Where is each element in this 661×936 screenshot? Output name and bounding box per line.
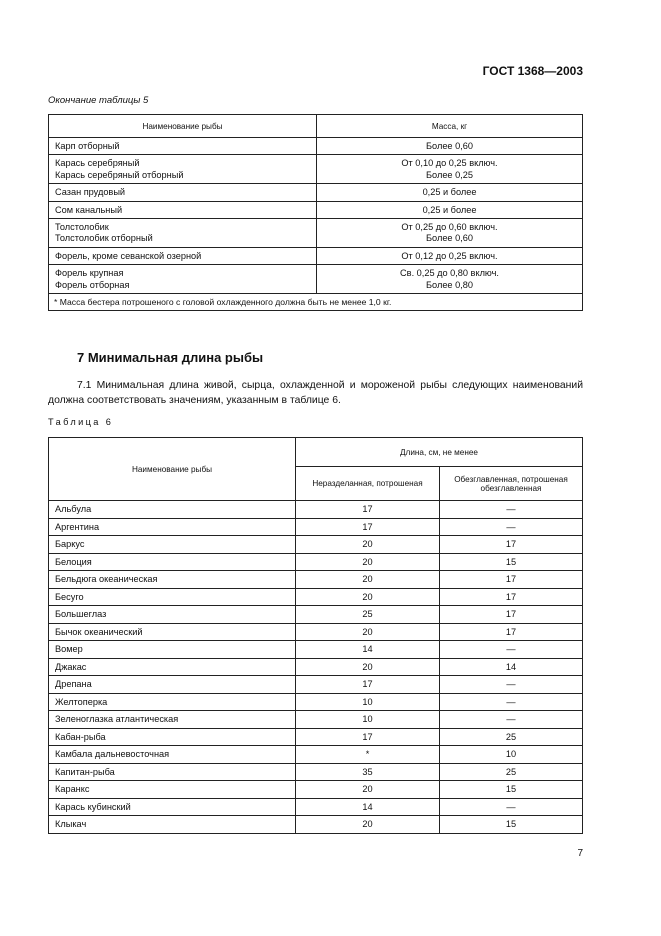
mass-cell: От 0,25 до 0,60 включ. Более 0,60 bbox=[317, 219, 583, 248]
length-whole-cell: * bbox=[296, 746, 440, 764]
length-whole-cell: 20 bbox=[296, 571, 440, 589]
t6-header-whole: Неразделанная, потрошеная bbox=[296, 467, 440, 501]
table-row bbox=[49, 746, 583, 764]
table-6 bbox=[48, 437, 583, 834]
length-whole-cell: 20 bbox=[296, 553, 440, 571]
length-whole-cell: 20 bbox=[296, 816, 440, 834]
length-whole-cell: 17 bbox=[296, 728, 440, 746]
fish-name-cell: Сом канальный bbox=[49, 201, 317, 218]
fish-name-cell: Зеленоглазка атлантическая bbox=[49, 711, 296, 729]
table-row bbox=[49, 536, 583, 554]
table-row bbox=[49, 553, 583, 571]
fish-name-cell: Сазан прудовый bbox=[49, 184, 317, 201]
length-whole-cell: 20 bbox=[296, 623, 440, 641]
length-headless-cell: — bbox=[440, 711, 583, 729]
table-row bbox=[49, 798, 583, 816]
length-headless-cell: — bbox=[440, 676, 583, 694]
fish-name-cell: Белоция bbox=[49, 553, 296, 571]
fish-name-cell: Альбула bbox=[49, 501, 296, 519]
t6-header-length-group: Длина, см, не менее bbox=[296, 438, 583, 467]
length-whole-cell: 14 bbox=[296, 641, 440, 659]
fish-name-cell: Капитан-рыба bbox=[49, 763, 296, 781]
table-row bbox=[49, 184, 583, 201]
mass-cell: Более 0,60 bbox=[317, 138, 583, 155]
length-whole-cell: 20 bbox=[296, 658, 440, 676]
table-row bbox=[49, 265, 583, 294]
table-row bbox=[49, 781, 583, 799]
length-headless-cell: 17 bbox=[440, 536, 583, 554]
fish-name-cell: Толстолобик Толстолобик отборный bbox=[49, 219, 317, 248]
length-headless-cell: — bbox=[440, 501, 583, 519]
fish-name-cell: Джакас bbox=[49, 658, 296, 676]
length-headless-cell: — bbox=[440, 641, 583, 659]
fish-name-cell: Бельдюга океаническая bbox=[49, 571, 296, 589]
table-row bbox=[49, 518, 583, 536]
page-number: 7 bbox=[577, 848, 583, 859]
table-row bbox=[49, 571, 583, 589]
t6-header-name: Наименование рыбы bbox=[49, 438, 296, 501]
fish-name-cell: Желтоперка bbox=[49, 693, 296, 711]
length-whole-cell: 14 bbox=[296, 798, 440, 816]
length-headless-cell: 25 bbox=[440, 763, 583, 781]
section-paragraph: 7.1 Минимальная длина живой, сырца, охлажденной и мороженой рыбы следующих наименований должна соответствовать значениям, указанным в таблице 6. bbox=[48, 380, 583, 406]
length-headless-cell: 17 bbox=[440, 571, 583, 589]
t6-header-headless: Обезглавленная, потрошеная обезглавленная bbox=[440, 467, 583, 501]
length-headless-cell: 25 bbox=[440, 728, 583, 746]
length-headless-cell: 15 bbox=[440, 781, 583, 799]
length-whole-cell: 17 bbox=[296, 676, 440, 694]
fish-name-cell: Баркус bbox=[49, 536, 296, 554]
length-whole-cell: 25 bbox=[296, 606, 440, 624]
fish-name-cell: Карп отборный bbox=[49, 138, 317, 155]
document-code: ГОСТ 1368—2003 bbox=[482, 64, 583, 78]
table-row bbox=[49, 588, 583, 606]
length-headless-cell: — bbox=[440, 693, 583, 711]
fish-name-cell: Карась серебряный Карась серебряный отборный bbox=[49, 155, 317, 184]
table-row bbox=[49, 623, 583, 641]
table-5 bbox=[48, 114, 583, 311]
mass-cell: От 0,12 до 0,25 включ. bbox=[317, 247, 583, 264]
table-row bbox=[49, 501, 583, 519]
length-whole-cell: 20 bbox=[296, 588, 440, 606]
mass-cell: 0,25 и более bbox=[317, 184, 583, 201]
t5-header-name: Наименование рыбы bbox=[49, 115, 317, 138]
length-headless-cell: 14 bbox=[440, 658, 583, 676]
length-headless-cell: 15 bbox=[440, 553, 583, 571]
t5-header-mass: Масса, кг bbox=[317, 115, 583, 138]
length-whole-cell: 10 bbox=[296, 711, 440, 729]
length-headless-cell: — bbox=[440, 798, 583, 816]
table-row bbox=[49, 201, 583, 218]
length-whole-cell: 35 bbox=[296, 763, 440, 781]
length-whole-cell: 20 bbox=[296, 781, 440, 799]
table-row bbox=[49, 693, 583, 711]
length-headless-cell: 17 bbox=[440, 623, 583, 641]
mass-cell: Св. 0,25 до 0,80 включ. Более 0,80 bbox=[317, 265, 583, 294]
table-row bbox=[49, 711, 583, 729]
fish-name-cell: Бычок океанический bbox=[49, 623, 296, 641]
table-row bbox=[49, 641, 583, 659]
fish-name-cell: Большеглаз bbox=[49, 606, 296, 624]
table-row bbox=[49, 816, 583, 834]
table-continuation-label: Окончание таблицы 5 bbox=[48, 95, 149, 106]
length-headless-cell: 17 bbox=[440, 588, 583, 606]
length-headless-cell: 10 bbox=[440, 746, 583, 764]
fish-name-cell: Бесуго bbox=[49, 588, 296, 606]
fish-name-cell: Камбала дальневосточная bbox=[49, 746, 296, 764]
table-row bbox=[49, 676, 583, 694]
table-row bbox=[49, 606, 583, 624]
length-headless-cell: 17 bbox=[440, 606, 583, 624]
table-row bbox=[49, 658, 583, 676]
length-headless-cell: 15 bbox=[440, 816, 583, 834]
section-heading: 7 Минимальная длина рыбы bbox=[77, 350, 264, 365]
length-whole-cell: 17 bbox=[296, 501, 440, 519]
fish-name-cell: Карась кубинский bbox=[49, 798, 296, 816]
table-6-caption: Таблица 6 bbox=[48, 417, 114, 427]
fish-name-cell: Клыкач bbox=[49, 816, 296, 834]
table-row bbox=[49, 219, 583, 248]
fish-name-cell: Форель крупная Форель отборная bbox=[49, 265, 317, 294]
fish-name-cell: Кабан-рыба bbox=[49, 728, 296, 746]
length-whole-cell: 10 bbox=[296, 693, 440, 711]
fish-name-cell: Вомер bbox=[49, 641, 296, 659]
fish-name-cell: Дрепана bbox=[49, 676, 296, 694]
length-whole-cell: 20 bbox=[296, 536, 440, 554]
length-whole-cell: 17 bbox=[296, 518, 440, 536]
fish-name-cell: Каранкс bbox=[49, 781, 296, 799]
table-row bbox=[49, 763, 583, 781]
fish-name-cell: Форель, кроме севанской озерной bbox=[49, 247, 317, 264]
table-row bbox=[49, 728, 583, 746]
mass-cell: От 0,10 до 0,25 включ. Более 0,25 bbox=[317, 155, 583, 184]
t5-footnote: * Масса бестера потрошеного с головой охлажденного должна быть не менее 1,0 кг. bbox=[49, 294, 583, 311]
fish-name-cell: Аргентина bbox=[49, 518, 296, 536]
table-row bbox=[49, 247, 583, 264]
table-row bbox=[49, 155, 583, 184]
table-row bbox=[49, 138, 583, 155]
mass-cell: 0,25 и более bbox=[317, 201, 583, 218]
length-headless-cell: — bbox=[440, 518, 583, 536]
